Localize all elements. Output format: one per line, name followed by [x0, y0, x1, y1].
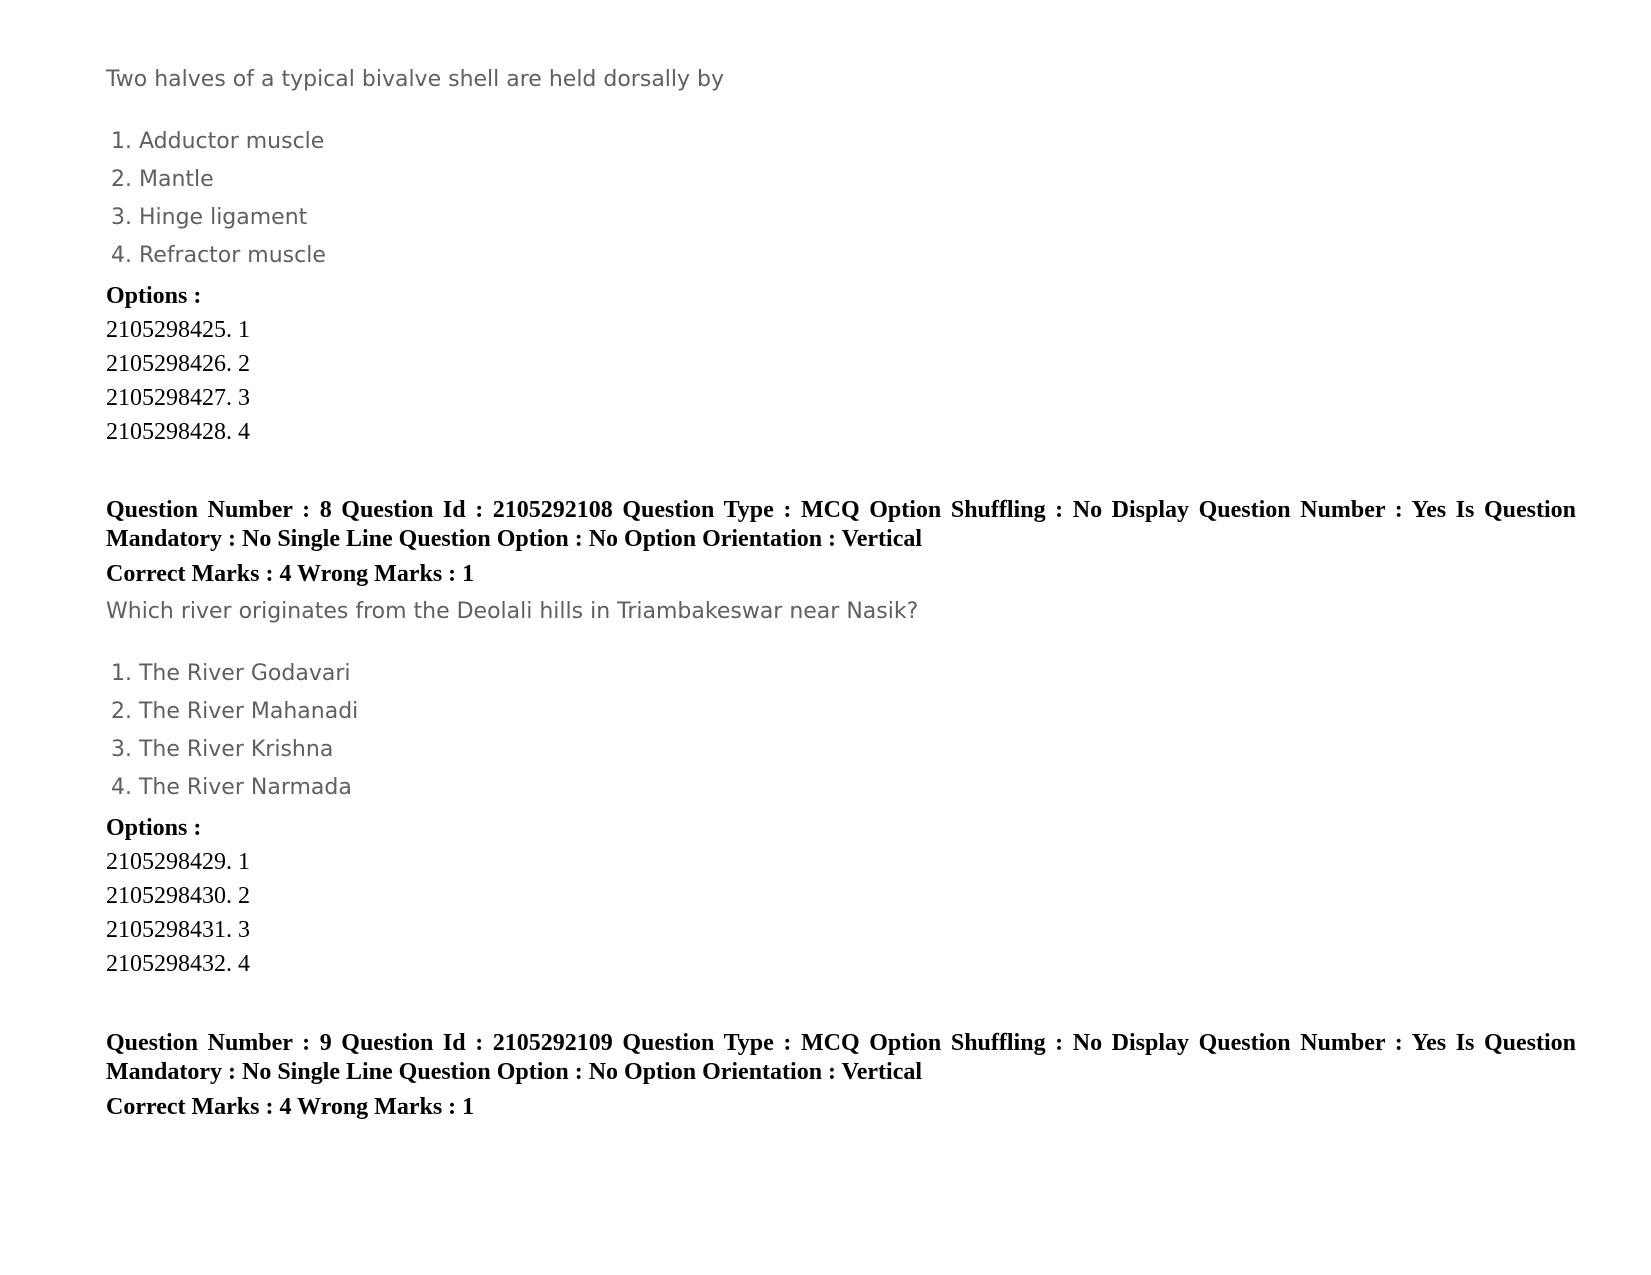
question-7-choice-1: 1. Adductor muscle: [111, 129, 325, 154]
question-9-marks: Correct Marks : 4 Wrong Marks : 1: [106, 1094, 475, 1120]
question-8-option-2: 2105298430. 2: [106, 883, 250, 909]
question-7-choice-3: 3. Hinge ligament: [111, 205, 308, 230]
question-8-meta: Question Number : 8 Question Id : 2105292108 Question Type : MCQ Option Shuffling : No Display Question Number : Yes Is Question Mandatory : No Single Line Question Option : No Option Orientation : Vertical: [106, 497, 1576, 552]
question-8-text: Which river originates from the Deolali hills in Triambakeswar near Nasik?: [106, 599, 919, 624]
question-8-options-label: Options :: [106, 815, 202, 841]
question-8-option-1: 2105298429. 1: [106, 849, 250, 875]
question-7-option-3: 2105298427. 3: [106, 385, 250, 411]
question-8-choice-2: 2. The River Mahanadi: [111, 699, 359, 724]
question-7-option-2: 2105298426. 2: [106, 351, 250, 377]
question-7-choice-4: 4. Refractor muscle: [111, 243, 326, 268]
question-9-meta: Question Number : 9 Question Id : 2105292109 Question Type : MCQ Option Shuffling : No Display Question Number : Yes Is Question Mandatory : No Single Line Question Option : No Option Orientation : Vertical: [106, 1030, 1576, 1085]
question-8-choice-1: 1. The River Godavari: [111, 661, 351, 686]
question-7-text: Two halves of a typical bivalve shell are held dorsally by: [106, 67, 725, 92]
question-8-option-3: 2105298431. 3: [106, 917, 250, 943]
question-7-choice-2: 2. Mantle: [111, 167, 214, 192]
question-8-marks: Correct Marks : 4 Wrong Marks : 1: [106, 561, 475, 587]
question-8-choice-4: 4. The River Narmada: [111, 775, 352, 800]
question-7-options-label: Options :: [106, 283, 202, 309]
question-8-option-4: 2105298432. 4: [106, 951, 250, 977]
question-7-option-1: 2105298425. 1: [106, 317, 250, 343]
question-7-option-4: 2105298428. 4: [106, 419, 250, 445]
question-8-choice-3: 3. The River Krishna: [111, 737, 334, 762]
